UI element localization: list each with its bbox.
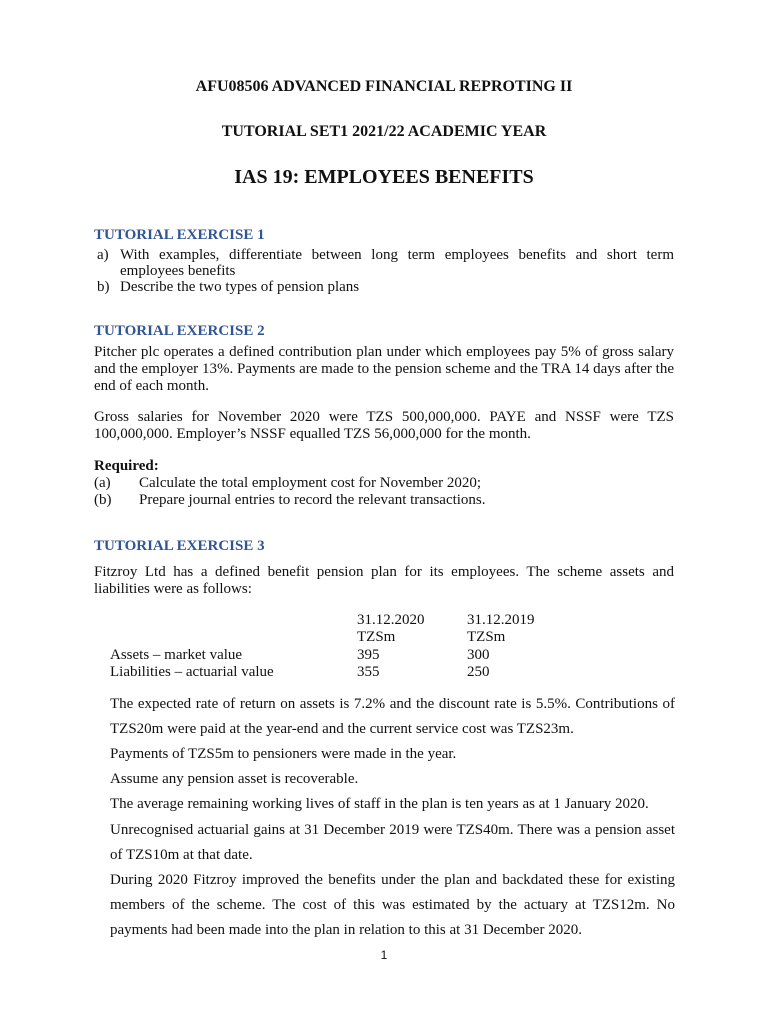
assets-2020-value: 395 — [357, 647, 380, 663]
column-date-2020: 31.12.2020 — [357, 612, 425, 628]
column-unit-2020: TZSm — [357, 629, 396, 645]
required-label: Required: — [94, 458, 159, 474]
exercise-3-paragraph-5: Unrecognised actuarial gains at 31 December 2019 were TZS40m. There was a pension asset of TZS10m at that date. — [110, 822, 675, 863]
exercise-2-paragraph-2: Gross salaries for November 2020 were TZS 500,000,000. PAYE and NSSF were TZS 100,000,000. Employer’s NSSF equalled TZS 56,000,000 for the month. — [94, 409, 674, 442]
assets-2019-value: 300 — [467, 647, 490, 663]
liabilities-2020-value: 355 — [357, 664, 380, 680]
list-text: Prepare journal entries to record the relevant transactions. — [139, 492, 486, 508]
list-text: Calculate the total employment cost for November 2020; — [139, 475, 481, 491]
exercise-3-heading: TUTORIAL EXERCISE 3 — [94, 538, 265, 554]
exercise-2-paragraph-1: Pitcher plc operates a defined contribution plan under which employees pay 5% of gross salary and the employer 13%. Payments are made to the pension scheme and the TRA 14 days after the end of each month. — [94, 344, 674, 394]
list-marker: b) — [97, 279, 110, 295]
topic-title: IAS 19: EMPLOYEES BENEFITS — [234, 166, 534, 188]
list-marker: (b) — [94, 492, 112, 508]
exercise-2-heading: TUTORIAL EXERCISE 2 — [94, 323, 265, 339]
exercise-3-paragraph-2: Payments of TZS5m to pensioners were made in the year. — [110, 746, 457, 762]
list-marker: a) — [97, 247, 109, 263]
exercise-3-paragraph-6: During 2020 Fitzroy improved the benefits under the plan and backdated these for existing members of the scheme. The cost of this was estimated by the actuary at TZS12m. No payments had been made into the plan in relation to this at 31 December 2020. — [110, 872, 675, 938]
exercise-1-item-a — [94, 247, 674, 279]
column-date-2019: 31.12.2019 — [467, 612, 535, 628]
list-text: With examples, differentiate between long term employees benefits and short term employees benefits — [120, 247, 674, 279]
exercise-3-paragraph-3: Assume any pension asset is recoverable. — [110, 771, 359, 787]
liabilities-2019-value: 250 — [467, 664, 490, 680]
list-text: Describe the two types of pension plans — [120, 279, 360, 295]
list-marker: (a) — [94, 475, 111, 491]
column-unit-2019: TZSm — [467, 629, 506, 645]
tutorial-title: TUTORIAL SET1 2021/22 ACADEMIC YEAR — [221, 123, 547, 140]
row-label-liabilities: Liabilities – actuarial value — [110, 664, 274, 680]
exercise-1-item-b — [94, 279, 674, 295]
exercise-1-heading: TUTORIAL EXERCISE 1 — [94, 227, 265, 243]
course-title: AFU08506 ADVANCED FINANCIAL REPROTING II — [195, 78, 573, 95]
row-label-assets: Assets – market value — [110, 647, 243, 663]
page-number: 1 — [380, 948, 388, 962]
exercise-3-paragraph-4: The average remaining working lives of staff in the plan is ten years as at 1 January 2020. — [110, 796, 649, 812]
exercise-3-paragraph-1: The expected rate of return on assets is 7.2% and the discount rate is 5.5%. Contributions of TZS20m were paid at the year-end and the current service cost was TZS23m. — [110, 696, 675, 737]
exercise-3-intro: Fitzroy Ltd has a defined benefit pension plan for its employees. The scheme assets and liabilities were as follows: — [94, 564, 674, 597]
